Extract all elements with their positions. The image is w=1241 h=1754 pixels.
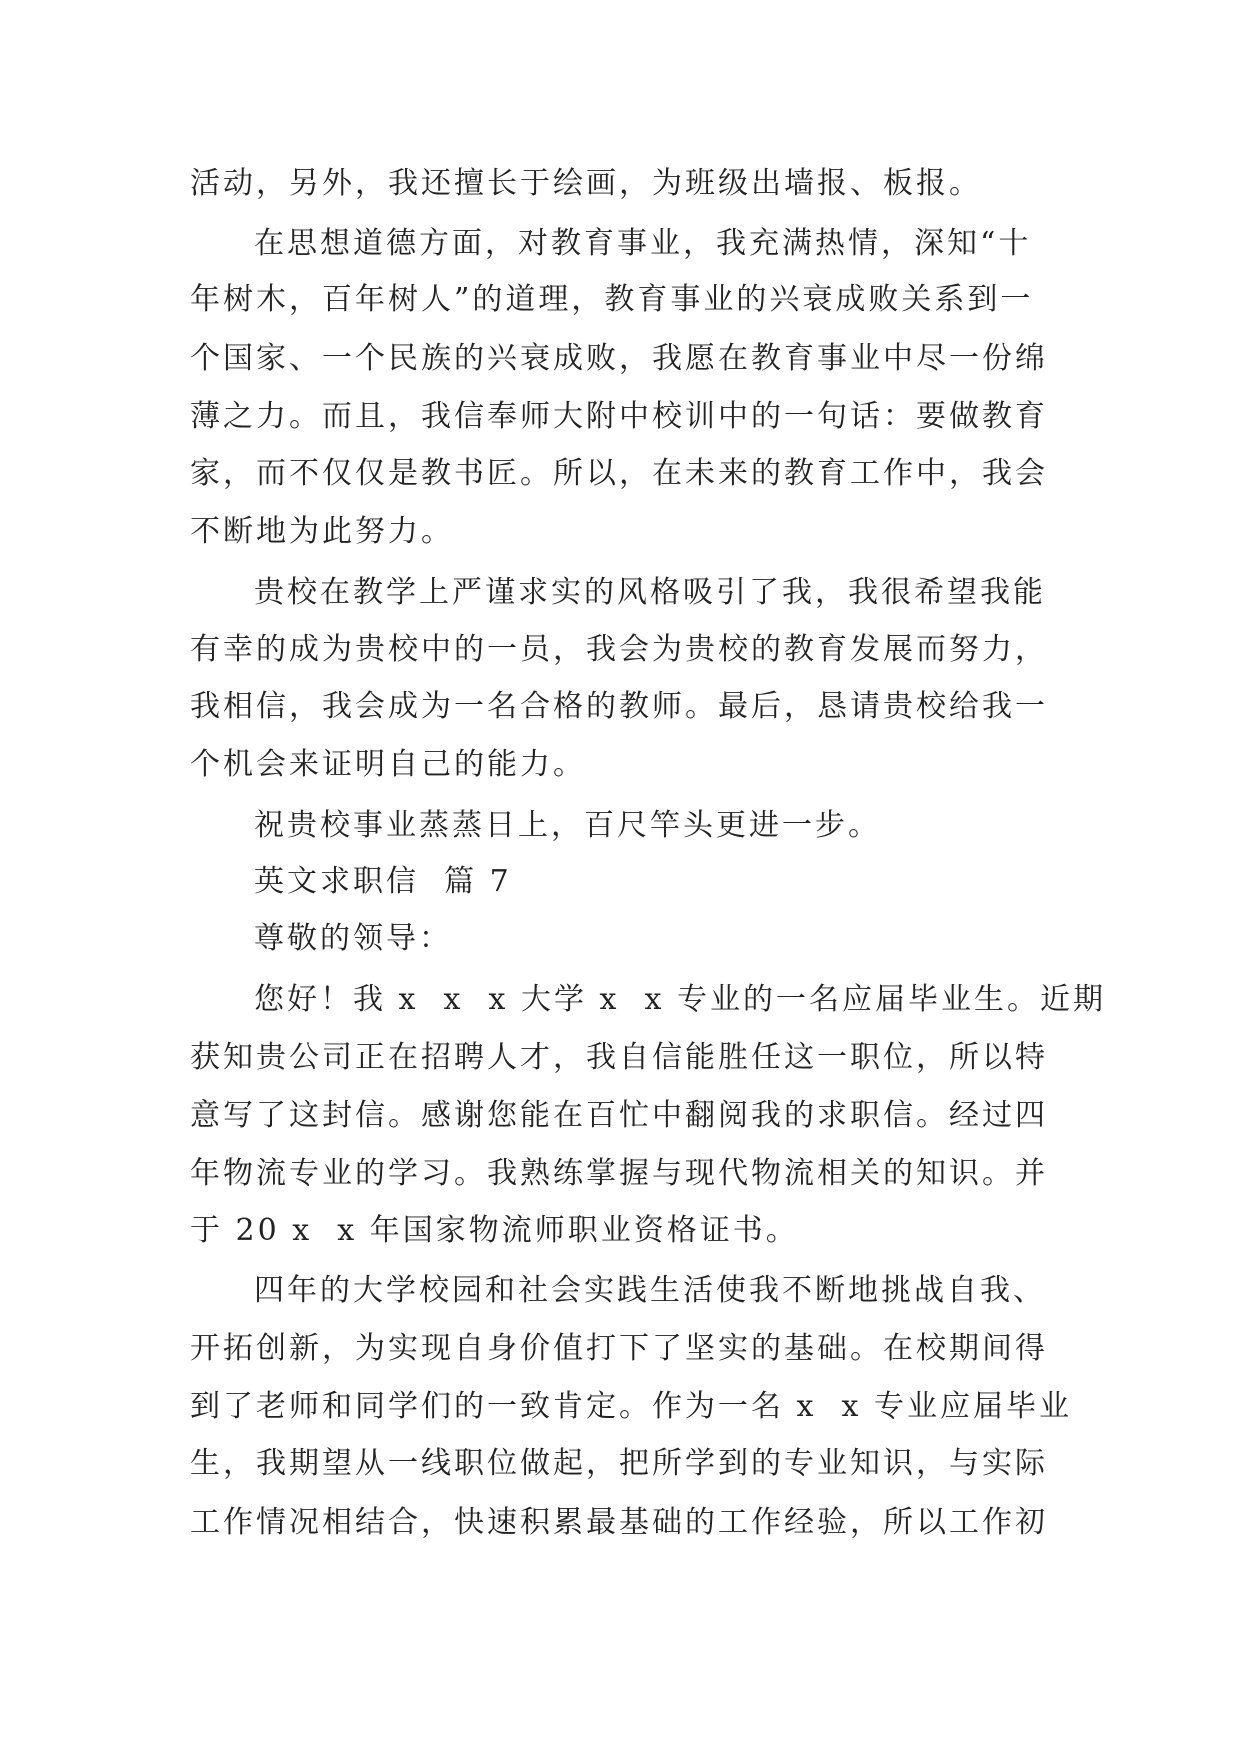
text-line: 开拓创新，为实现自身价值打下了坚实的基础。在校期间得 (190, 1331, 1048, 1366)
text-line: 获知贵公司正在招聘人才，我自信能胜任这一职位，所以特 (190, 1040, 1048, 1075)
text-line: 我相信，我会成为一名合格的教师。最后，恳请贵校给我一 (190, 689, 1048, 724)
text-line: 到了老师和同学们的一致肯定。作为一名 x x 专业应届毕业 (190, 1389, 1072, 1424)
section-heading: 英文求职信 篇 7 (254, 864, 512, 899)
text-line: 年物流专业的学习。我熟练掌握与现代物流相关的知识。并 (190, 1156, 1048, 1191)
text-line: 薄之力。而且，我信奉师大附中校训中的一句话：要做教育 (190, 399, 1048, 434)
text-line: 贵校在教学上严谨求实的风格吸引了我，我很希望我能 (254, 575, 1046, 610)
text-line: 祝贵校事业蒸蒸日上，百尺竿头更进一步。 (254, 808, 881, 843)
text-line: 不断地为此努力。 (190, 514, 454, 549)
text-line: 个国家、一个民族的兴衰成败，我愿在教育事业中尽一份绵 (190, 341, 1048, 376)
text-line: 生，我期望从一线职位做起，把所学到的专业知识，与实际 (190, 1446, 1048, 1481)
text-line: 四年的大学校园和社会实践生活使我不断地挑战自我、 (254, 1273, 1046, 1308)
text-line: 意写了这封信。感谢您能在百忙中翻阅我的求职信。经过四 (190, 1098, 1048, 1133)
text-line: 于 20 x x 年国家物流师职业资格证书。 (190, 1213, 799, 1248)
text-line: 年树木，百年树人”的道理，教育事业的兴衰成败关系到一 (190, 282, 1034, 317)
text-line: 工作情况相结合，快速积累最基础的工作经验，所以工作初 (190, 1505, 1048, 1540)
text-line: 您好！我 x x x 大学 x x 专业的一名应届毕业生。近期 (254, 982, 1106, 1017)
text-line: 个机会来证明自己的能力。 (190, 747, 586, 782)
salutation: 尊敬的领导： (254, 921, 452, 956)
text-line: 活动，另外，我还擅长于绘画，为班级出墙报、板报。 (190, 166, 982, 201)
text-line: 家，而不仅仅是教书匠。所以，在未来的教育工作中，我会 (190, 456, 1048, 491)
text-line: 在思想道德方面，对教育事业，我充满热情，深知“十 (254, 226, 1032, 261)
text-line: 有幸的成为贵校中的一员，我会为贵校的教育发展而努力， (190, 632, 1048, 667)
